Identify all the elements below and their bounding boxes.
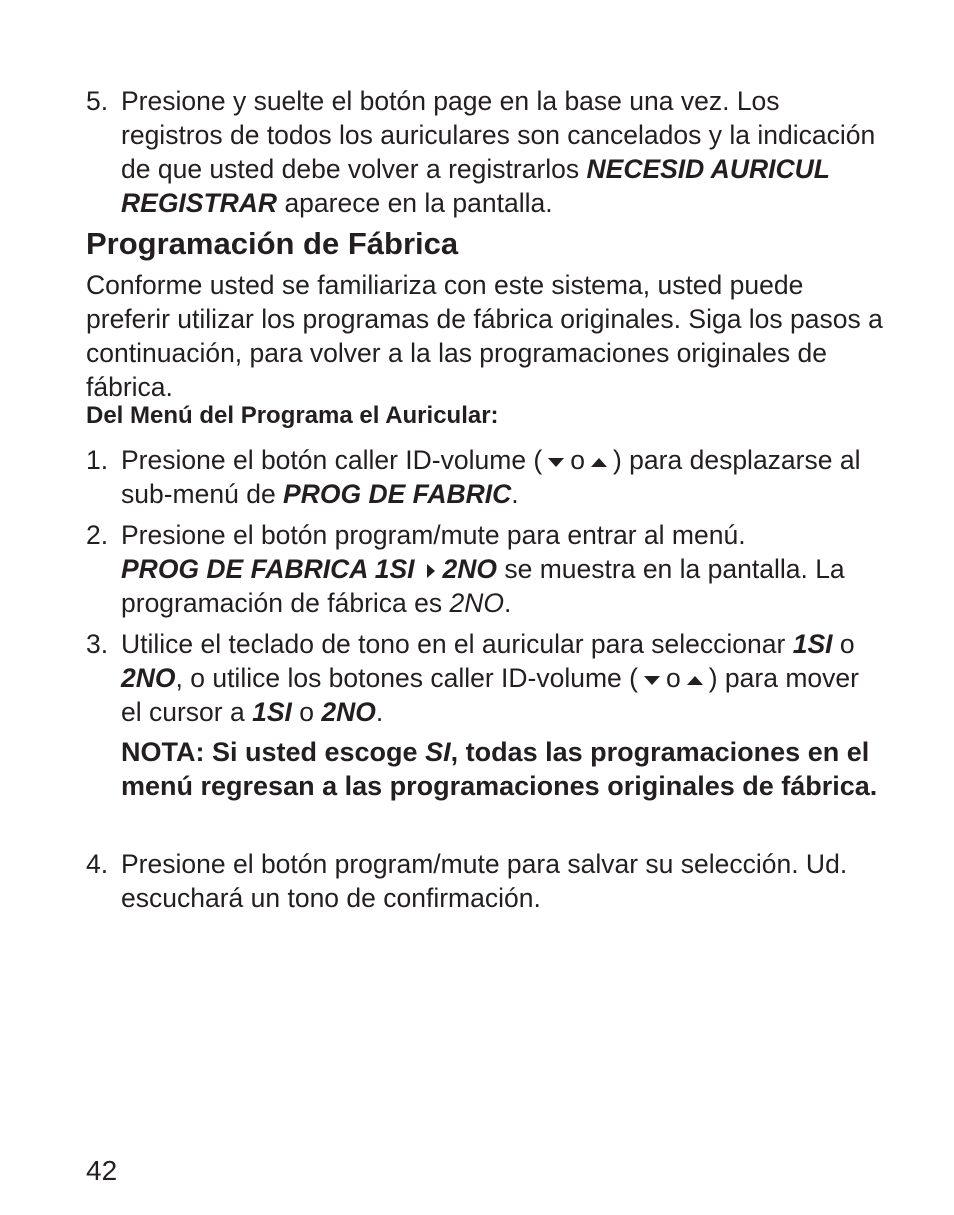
text-run: , o utilice los botones caller ID-volume ( <box>175 663 638 693</box>
text-run: Presione el botón program/mute para entrar al menú. <box>121 520 746 550</box>
text-run: . <box>511 479 519 509</box>
text-run: ) para mover el cursor a <box>121 663 859 727</box>
text-run: Utilice el teclado de tono en el auricular para seleccionar <box>121 629 793 659</box>
text-run: o <box>291 697 322 727</box>
text-run: se muestra en la pantalla. La programación de fábrica es <box>121 554 845 618</box>
note-option: SI <box>425 737 451 767</box>
triangle-up-icon <box>687 676 703 685</box>
option-text: 1SI <box>792 629 833 659</box>
step-text <box>121 443 886 511</box>
text-run: o <box>570 445 585 475</box>
text-run: . <box>375 697 384 727</box>
text-run: o <box>665 663 681 693</box>
display-text: NECESID AURICUL REGISTRAR <box>121 154 830 218</box>
option-text: 1SI <box>252 697 292 727</box>
step-2 <box>86 518 886 620</box>
text-run: aparece en la pantalla. <box>277 188 553 218</box>
step-number: 4. <box>86 849 109 879</box>
step-number: 5. <box>86 86 109 116</box>
step-4 <box>86 847 886 915</box>
step-text <box>121 84 886 220</box>
page-number: 42 <box>86 1155 118 1186</box>
display-text: 2NO <box>442 554 498 584</box>
default-value: 2NO <box>449 588 504 618</box>
text-run: Presione el botón program/mute para salvar su selección. Ud. escuchará un tono de confirmación. <box>121 849 848 913</box>
triangle-up-icon <box>591 458 607 467</box>
triangle-down-icon <box>548 458 564 467</box>
text-run: o <box>832 629 855 659</box>
display-text: PROG DE FABRICA 1SI <box>121 554 415 584</box>
step-1 <box>86 443 886 511</box>
text-run: . <box>503 588 512 618</box>
step-number: 3. <box>86 629 109 659</box>
note-block <box>121 735 881 803</box>
option-text: 2NO <box>321 697 376 727</box>
text-run: , todas las programaciones en el menú regresan a las programaciones originales de fábrica. <box>121 737 878 801</box>
text-run: NOTA: Si usted escoge <box>121 737 426 767</box>
triangle-right-icon <box>427 564 435 578</box>
section-heading: Programación de Fábrica <box>86 226 459 261</box>
step-number: 1. <box>86 445 109 475</box>
step-3 <box>86 627 886 729</box>
triangle-down-icon <box>644 676 660 685</box>
sub-heading: Del Menú del Programa el Auricular: <box>86 402 499 429</box>
step-5 <box>86 84 886 220</box>
step-text <box>121 627 886 729</box>
display-text: PROG DE FABRIC <box>283 479 512 509</box>
text-run: ) para desplazarse al sub-menú de <box>121 445 861 509</box>
step-text <box>121 518 886 620</box>
text-run: Presione el botón caller ID-volume ( <box>121 445 543 475</box>
option-text: 2NO <box>121 663 176 693</box>
text-run: Presione y suelte el botón page en la base una vez. Los registros de todos los auriculares son cancelados y la indicación de que usted debe volver a registrarlos <box>121 86 876 184</box>
intro-paragraph: Conforme usted se familiariza con este sistema, usted puede preferir utilizar los programas de fábrica originales. Siga los pasos a continuación, para volver a la las programaciones originales de fábrica. <box>86 270 883 402</box>
step-text <box>121 847 886 915</box>
step-number: 2. <box>86 520 109 550</box>
